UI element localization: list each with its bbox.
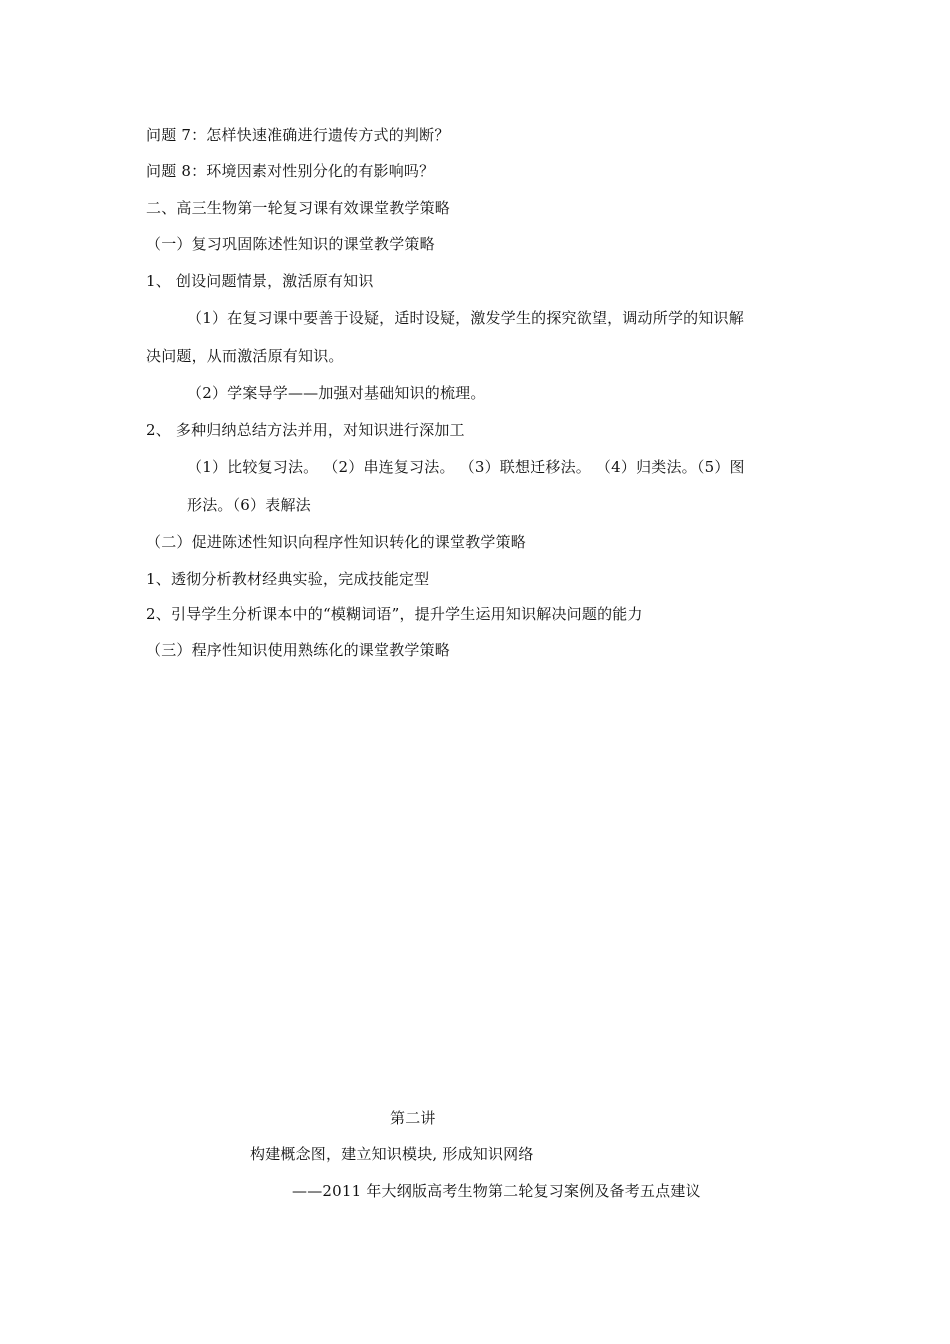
subsection-2-item-1: 1、透彻分析教材经典实验，完成技能定型 xyxy=(146,570,430,588)
lecture-subtitle: ——2011 年大纲版高考生物第二轮复习案例及备考五点建议 xyxy=(292,1182,701,1200)
section-heading-2: 二、高三生物第一轮复习课有效课堂教学策略 xyxy=(146,199,451,217)
lecture-label: 第二讲 xyxy=(390,1109,436,1127)
item-1: 1、 创设问题情景，激活原有知识 xyxy=(146,272,374,290)
item-1-point-2: （2）学案导学——加强对基础知识的梳理。 xyxy=(187,384,486,402)
item-1-point-1-cont: 决问题，从而激活原有知识。 xyxy=(146,347,344,365)
item-1-point-1: （1）在复习课中要善于设疑，适时设疑，激发学生的探究欲望，调动所学的知识解 xyxy=(187,309,744,327)
subsection-heading-3: （三）程序性知识使用熟练化的课堂教学策略 xyxy=(146,641,451,659)
item-2-methods-cont: 形法。（6）表解法 xyxy=(187,496,311,514)
question-8: 问题 8：环境因素对性别分化的有影响吗？ xyxy=(146,162,435,180)
subsection-heading-1: （一）复习巩固陈述性知识的课堂教学策略 xyxy=(146,235,435,253)
lecture-title: 构建概念图，建立知识模块, 形成知识网络 xyxy=(250,1145,534,1163)
subsection-2-item-2: 2、引导学生分析课本中的“模糊词语”，提升学生运用知识解决问题的能力 xyxy=(146,605,643,623)
item-2-methods: （1）比较复习法。 （2）串连复习法。 （3）联想迁移法。 （4）归类法。（5）图 xyxy=(187,458,745,476)
item-2: 2、 多种归纳总结方法并用，对知识进行深加工 xyxy=(146,421,465,439)
subsection-heading-2: （二）促进陈述性知识向程序性知识转化的课堂教学策略 xyxy=(146,533,527,551)
question-7: 问题 7：怎样快速准确进行遗传方式的判断？ xyxy=(146,126,450,144)
